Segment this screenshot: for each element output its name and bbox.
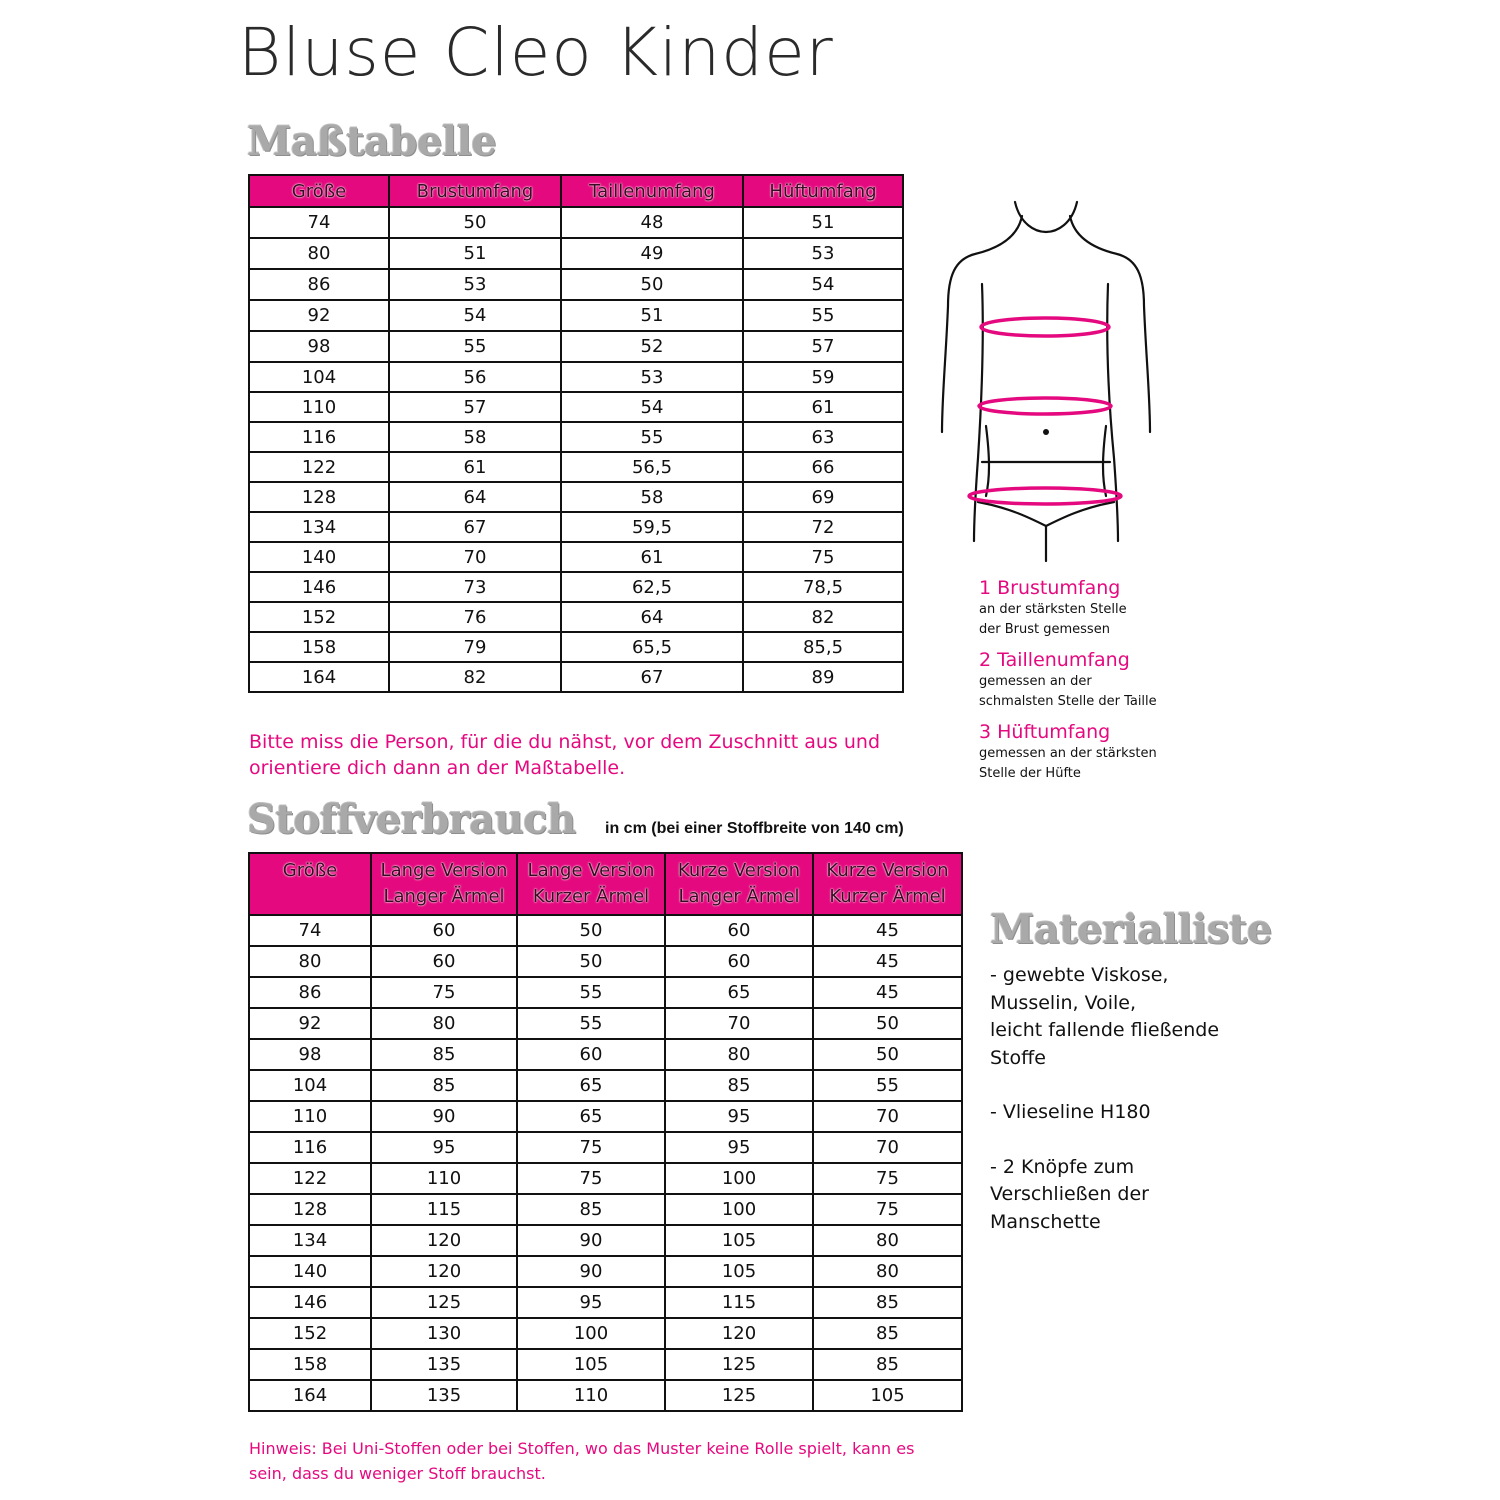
measurement-row-cell: 116	[249, 422, 389, 452]
fabric-row-cell: 90	[371, 1101, 517, 1132]
fabric-row-cell: 50	[813, 1008, 962, 1039]
fabric-row-cell: 125	[665, 1380, 813, 1411]
measurement-hint: Bitte miss die Person, für die du nähst, vor dem Zuschnitt aus und orientiere dich dann an der Maßtabelle.	[249, 731, 880, 779]
fabric-row-cell: 115	[371, 1194, 517, 1225]
fabric-row-cell: 85	[371, 1070, 517, 1101]
fabric-row-cell: 80	[249, 946, 371, 977]
fabric-row-cell: 85	[813, 1349, 962, 1380]
measurement-row-cell: 61	[743, 392, 903, 422]
fabric-row-cell: 80	[371, 1008, 517, 1039]
measurement-row-cell: 98	[249, 331, 389, 362]
fabric-row-cell: 85	[371, 1039, 517, 1070]
measurement-header-hip: Hüftumfang	[743, 175, 903, 207]
fabric-row-cell: 85	[813, 1318, 962, 1349]
measurement-row-cell: 76	[389, 602, 561, 632]
fabric-row-cell: 50	[517, 915, 665, 946]
measurement-row-cell: 51	[389, 238, 561, 269]
fabric-table-note: in cm (bei einer Stoffbreite von 140 cm)	[605, 820, 904, 837]
measurement-row-cell: 63	[743, 422, 903, 452]
fabric-row-cell: 125	[665, 1349, 813, 1380]
fabric-row-cell: 70	[813, 1101, 962, 1132]
measurement-row-cell: 128	[249, 482, 389, 512]
fabric-row-cell: 130	[371, 1318, 517, 1349]
measurement-row	[249, 392, 903, 422]
fabric-row-cell: 75	[813, 1194, 962, 1225]
measurement-row-cell: 152	[249, 602, 389, 632]
fabric-hint: Hinweis: Bei Uni-Stoffen oder bei Stoffen, wo das Muster keine Rolle spielt, kann es sein, dass du weniger Stoff brauchst.	[249, 1439, 915, 1483]
measurement-row-cell: 82	[389, 662, 561, 692]
measurement-row-cell: 89	[743, 662, 903, 692]
fabric-row-cell: 60	[665, 915, 813, 946]
measurement-row-cell: 57	[743, 331, 903, 362]
fabric-header-line2: Langer Ärmel	[678, 886, 800, 907]
measurement-row-cell: 78,5	[743, 572, 903, 602]
measurement-row	[249, 452, 903, 482]
measurement-row-cell: 122	[249, 452, 389, 482]
measurement-row	[249, 422, 903, 452]
measurement-table	[248, 174, 904, 693]
fabric-row-cell: 90	[517, 1225, 665, 1256]
fabric-row-cell: 50	[517, 946, 665, 977]
fabric-row-cell: 105	[665, 1225, 813, 1256]
fabric-row-cell: 105	[517, 1349, 665, 1380]
measurement-row-cell: 73	[389, 572, 561, 602]
measurement-row-cell: 85,5	[743, 632, 903, 662]
measurement-row-cell: 164	[249, 662, 389, 692]
fabric-row-cell: 70	[813, 1132, 962, 1163]
materials-item: - Vlieseline H180	[990, 1101, 1151, 1123]
fabric-row-cell: 152	[249, 1318, 371, 1349]
fabric-row-cell: 146	[249, 1287, 371, 1318]
measurement-row-cell: 64	[389, 482, 561, 512]
fabric-row-cell: 75	[517, 1163, 665, 1194]
fabric-row	[249, 1318, 962, 1349]
fabric-row-cell: 85	[517, 1194, 665, 1225]
fabric-row-cell: 85	[813, 1287, 962, 1318]
measurement-row-cell: 53	[561, 362, 743, 392]
measurement-row-cell: 52	[561, 331, 743, 362]
fabric-row-cell: 60	[371, 915, 517, 946]
measurement-row-cell: 54	[561, 392, 743, 422]
measurement-row	[249, 542, 903, 572]
measurement-row-cell: 50	[389, 207, 561, 238]
measurement-row-cell: 75	[743, 542, 903, 572]
fabric-row-cell: 100	[665, 1163, 813, 1194]
fabric-row-cell: 116	[249, 1132, 371, 1163]
fabric-row-cell: 135	[371, 1349, 517, 1380]
measurement-row-cell: 134	[249, 512, 389, 542]
fabric-row	[249, 1132, 962, 1163]
fabric-row	[249, 977, 962, 1008]
fabric-row-cell: 105	[665, 1256, 813, 1287]
measurement-row	[249, 331, 903, 362]
measurement-row-cell: 51	[743, 207, 903, 238]
fabric-row-cell: 45	[813, 977, 962, 1008]
body-measurement-figure-icon	[930, 196, 1170, 576]
measurement-row-cell: 57	[389, 392, 561, 422]
fabric-row-cell: 120	[665, 1318, 813, 1349]
measurement-row-cell: 110	[249, 392, 389, 422]
measurement-table-body	[249, 207, 903, 692]
legend-chest-title: 1 Brustumfang	[979, 577, 1121, 599]
fabric-row-cell: 95	[665, 1132, 813, 1163]
fabric-row-cell: 122	[249, 1163, 371, 1194]
legend-chest	[979, 576, 1127, 640]
measurement-row-cell: 70	[389, 542, 561, 572]
measurement-row	[249, 632, 903, 662]
fabric-header-short-longsleeve	[665, 853, 813, 915]
measurement-row	[249, 662, 903, 692]
measurement-row-cell: 58	[389, 422, 561, 452]
measurement-row-cell: 61	[561, 542, 743, 572]
measurement-header-size: Größe	[249, 175, 389, 207]
fabric-row-cell: 85	[665, 1070, 813, 1101]
measurement-row-cell: 56,5	[561, 452, 743, 482]
fabric-row-cell: 55	[517, 977, 665, 1008]
fabric-header-size-line1: Größe	[282, 860, 338, 881]
fabric-header-line2: Langer Ärmel	[383, 886, 505, 907]
fabric-row-cell: 45	[813, 946, 962, 977]
measurement-row-cell: 55	[743, 300, 903, 331]
measurement-row-cell: 56	[389, 362, 561, 392]
measurement-row-cell: 86	[249, 269, 389, 300]
measurement-row	[249, 238, 903, 269]
fabric-row-cell: 75	[813, 1163, 962, 1194]
fabric-header-line1: Kurze Version	[826, 860, 949, 881]
fabric-row-cell: 115	[665, 1287, 813, 1318]
fabric-row	[249, 1287, 962, 1318]
measurement-row-cell: 158	[249, 632, 389, 662]
fabric-row	[249, 1008, 962, 1039]
fabric-header-short-shortsleeve	[813, 853, 962, 915]
measurement-row-cell: 55	[389, 331, 561, 362]
fabric-row-cell: 65	[517, 1101, 665, 1132]
fabric-header-line1: Lange Version	[380, 860, 508, 881]
measurement-row-cell: 69	[743, 482, 903, 512]
fabric-row-cell: 120	[371, 1256, 517, 1287]
fabric-row-cell: 65	[665, 977, 813, 1008]
legend-waist-description: gemessen an der schmalsten Stelle der Taille	[979, 674, 1157, 709]
measurement-row-cell: 55	[561, 422, 743, 452]
fabric-row-cell: 110	[517, 1380, 665, 1411]
measurement-row-cell: 53	[743, 238, 903, 269]
fabric-row	[249, 1070, 962, 1101]
fabric-row-cell: 95	[517, 1287, 665, 1318]
fabric-table-header-row	[249, 853, 962, 915]
measurement-table-heading: Maßtabelle	[247, 118, 497, 165]
fabric-table	[248, 852, 963, 1412]
fabric-row-cell: 60	[517, 1039, 665, 1070]
fabric-row-cell: 100	[665, 1194, 813, 1225]
fabric-row-cell: 55	[517, 1008, 665, 1039]
measurement-row-cell: 61	[389, 452, 561, 482]
fabric-header-size	[249, 853, 371, 915]
measurement-row-cell: 104	[249, 362, 389, 392]
fabric-row-cell: 55	[813, 1070, 962, 1101]
materials-heading: Materialliste	[990, 906, 1272, 953]
measurement-row-cell: 79	[389, 632, 561, 662]
measurement-row-cell: 146	[249, 572, 389, 602]
fabric-row-cell: 140	[249, 1256, 371, 1287]
fabric-header-long-shortsleeve	[517, 853, 665, 915]
measurement-row-cell: 53	[389, 269, 561, 300]
measurement-row-cell: 51	[561, 300, 743, 331]
measurement-row	[249, 300, 903, 331]
measurement-row-cell: 59,5	[561, 512, 743, 542]
fabric-row	[249, 1194, 962, 1225]
fabric-header-line2: Kurzer Ärmel	[532, 886, 650, 907]
fabric-row-cell: 86	[249, 977, 371, 1008]
measurement-row-cell: 62,5	[561, 572, 743, 602]
fabric-row	[249, 915, 962, 946]
measurement-row-cell: 49	[561, 238, 743, 269]
measurement-table-header-row	[249, 175, 903, 207]
legend-hip-title: 3 Hüftumfang	[979, 721, 1111, 743]
fabric-row-cell: 70	[665, 1008, 813, 1039]
fabric-row-cell: 95	[371, 1132, 517, 1163]
fabric-table-heading: Stoffverbrauch	[247, 796, 576, 843]
fabric-row-cell: 134	[249, 1225, 371, 1256]
measurement-row-cell: 74	[249, 207, 389, 238]
measurement-row-cell: 65,5	[561, 632, 743, 662]
fabric-row-cell: 65	[517, 1070, 665, 1101]
fabric-row-cell: 110	[249, 1101, 371, 1132]
measurement-row-cell: 67	[561, 662, 743, 692]
measurement-row-cell: 54	[389, 300, 561, 331]
fabric-row-cell: 50	[813, 1039, 962, 1070]
measurement-row	[249, 572, 903, 602]
fabric-row-cell: 80	[813, 1225, 962, 1256]
fabric-row-cell: 104	[249, 1070, 371, 1101]
fabric-header-line2: Kurzer Ärmel	[829, 886, 946, 907]
measurement-row-cell: 67	[389, 512, 561, 542]
measurement-row-cell: 58	[561, 482, 743, 512]
fabric-row-cell: 164	[249, 1380, 371, 1411]
fabric-row	[249, 1380, 962, 1411]
fabric-row-cell: 90	[517, 1256, 665, 1287]
fabric-row-cell: 75	[517, 1132, 665, 1163]
legend-hip	[979, 720, 1157, 784]
measurement-row-cell: 54	[743, 269, 903, 300]
fabric-header-line1: Kurze Version	[677, 860, 801, 881]
fabric-row	[249, 946, 962, 977]
fabric-row-cell: 135	[371, 1380, 517, 1411]
legend-hip-description: gemessen an der stärksten Stelle der Hüfte	[979, 746, 1157, 781]
fabric-row-cell: 110	[371, 1163, 517, 1194]
measurement-row	[249, 602, 903, 632]
fabric-row-cell: 98	[249, 1039, 371, 1070]
measurement-row-cell: 48	[561, 207, 743, 238]
fabric-row	[249, 1101, 962, 1132]
measurement-row	[249, 269, 903, 300]
measurement-row	[249, 207, 903, 238]
fabric-table-body	[249, 915, 962, 1411]
fabric-row-cell: 80	[665, 1039, 813, 1070]
measurement-header-waist: Taillenumfang	[561, 175, 743, 207]
fabric-row-cell: 60	[665, 946, 813, 977]
measurement-row-cell: 82	[743, 602, 903, 632]
fabric-header-long-longsleeve	[371, 853, 517, 915]
fabric-row-cell: 74	[249, 915, 371, 946]
measurement-row-cell: 50	[561, 269, 743, 300]
fabric-row-cell: 60	[371, 946, 517, 977]
legend-chest-description: an der stärksten Stelle der Brust gemessen	[979, 602, 1127, 637]
fabric-row-cell: 158	[249, 1349, 371, 1380]
fabric-row-cell: 125	[371, 1287, 517, 1318]
measurement-row-cell: 64	[561, 602, 743, 632]
materials-list	[990, 962, 1290, 1263]
materials-item: - 2 Knöpfe zum Verschließen der Manschette	[990, 1155, 1149, 1233]
fabric-row	[249, 1163, 962, 1194]
fabric-row-cell: 105	[813, 1380, 962, 1411]
fabric-row	[249, 1256, 962, 1287]
fabric-header-size-line2	[250, 884, 370, 910]
measurement-row-cell: 80	[249, 238, 389, 269]
legend-waist-title: 2 Taillenumfang	[979, 649, 1130, 671]
measurement-row-cell: 66	[743, 452, 903, 482]
measurement-row-cell: 72	[743, 512, 903, 542]
fabric-row-cell: 80	[813, 1256, 962, 1287]
fabric-row	[249, 1039, 962, 1070]
fabric-row-cell: 92	[249, 1008, 371, 1039]
fabric-row-cell: 120	[371, 1225, 517, 1256]
fabric-row-cell: 100	[517, 1318, 665, 1349]
measurement-row	[249, 512, 903, 542]
fabric-row-cell: 128	[249, 1194, 371, 1225]
measurement-row-cell: 59	[743, 362, 903, 392]
page-title: Bluse Cleo Kinder	[238, 14, 834, 91]
legend-waist	[979, 648, 1157, 712]
measurement-row	[249, 362, 903, 392]
fabric-row-cell: 95	[665, 1101, 813, 1132]
fabric-row	[249, 1225, 962, 1256]
fabric-header-line1: Lange Version	[527, 860, 655, 881]
fabric-row	[249, 1349, 962, 1380]
measurement-row	[249, 482, 903, 512]
fabric-row-cell: 75	[371, 977, 517, 1008]
measurement-header-chest: Brustumfang	[389, 175, 561, 207]
materials-item: - gewebte Viskose, Musselin, Voile, leicht fallende fließende Stoffe	[990, 964, 1220, 1069]
measurement-row-cell: 140	[249, 542, 389, 572]
measurement-row-cell: 92	[249, 300, 389, 331]
fabric-row-cell: 45	[813, 915, 962, 946]
